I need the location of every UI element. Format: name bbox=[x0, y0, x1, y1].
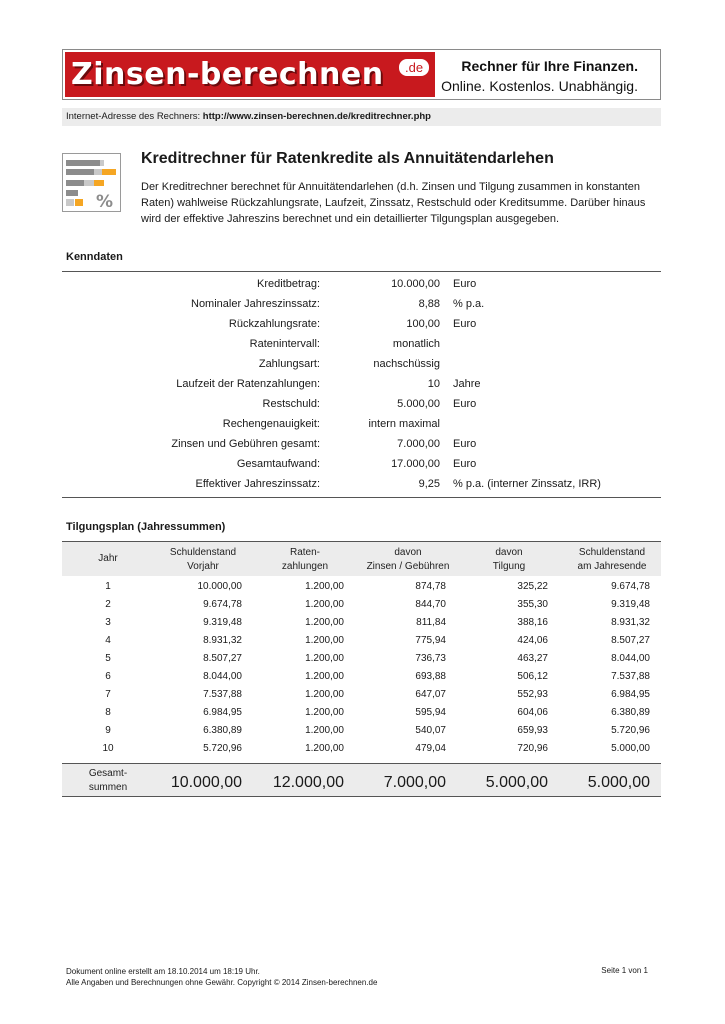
tilgungsplan-header-row bbox=[62, 541, 661, 576]
table-cell: 6.380,89 bbox=[203, 725, 242, 736]
kenndaten-row bbox=[62, 418, 661, 438]
table-cell: 3 bbox=[105, 617, 111, 628]
total-tilgung: 5.000,00 bbox=[485, 774, 548, 791]
table-row bbox=[62, 707, 661, 725]
table-cell: 10.000,00 bbox=[197, 581, 242, 592]
kenndaten-row bbox=[62, 318, 661, 338]
total-schuldenstand-ende: 5.000,00 bbox=[587, 774, 650, 791]
table-cell: 8.044,00 bbox=[611, 653, 650, 664]
kenndaten-value: 5.000,00 bbox=[397, 398, 440, 410]
total-schuldenstand-vorjahr: 10.000,00 bbox=[170, 774, 242, 791]
kenndaten-label: Ratenintervall: bbox=[249, 338, 320, 350]
kenndaten-row bbox=[62, 458, 661, 478]
chart-percent-icon bbox=[62, 153, 121, 212]
table-cell: 506,12 bbox=[517, 671, 548, 682]
kenndaten-unit: % p.a. (interner Zinssatz, IRR) bbox=[453, 478, 601, 490]
table-cell: 8.044,00 bbox=[203, 671, 242, 682]
table-cell: 1.200,00 bbox=[305, 725, 344, 736]
kenndaten-row bbox=[62, 358, 661, 378]
table-cell: 6.984,95 bbox=[611, 689, 650, 700]
kenndaten-row bbox=[62, 398, 661, 418]
table-cell: 8 bbox=[105, 707, 111, 718]
kenndaten-label: Effektiver Jahreszinssatz: bbox=[195, 478, 320, 490]
kenndaten-value: 8,88 bbox=[418, 298, 440, 310]
kenndaten-value: 9,25 bbox=[418, 478, 440, 490]
tagline-secondary: Online. Kostenlos. Unabhängig. bbox=[441, 78, 638, 94]
kenndaten-unit: Jahre bbox=[453, 378, 481, 390]
kenndaten-label: Nominaler Jahreszinssatz: bbox=[191, 298, 320, 310]
kenndaten-heading: Kenndaten bbox=[66, 251, 123, 263]
svg-text:%: % bbox=[96, 192, 114, 211]
kenndaten-value: 7.000,00 bbox=[397, 438, 440, 450]
tilgungsplan-totals-row bbox=[62, 763, 661, 797]
table-cell: 647,07 bbox=[415, 689, 446, 700]
table-cell: 5.000,00 bbox=[611, 743, 650, 754]
table-row bbox=[62, 725, 661, 743]
kenndaten-value: 17.000,00 bbox=[391, 458, 440, 470]
table-cell: 325,22 bbox=[517, 581, 548, 592]
kenndaten-row bbox=[62, 278, 661, 298]
kenndaten-unit: Euro bbox=[453, 458, 477, 470]
table-cell: 8.507,27 bbox=[203, 653, 242, 664]
col-header-tilgung: davon Tilgung bbox=[492, 547, 526, 572]
intro-text: Der Kreditrechner berechnet für Annuitätendarlehen (d.h. Zinsen und Tilgung zusammen in konstanten Raten) wahlweise Rückzahlungsrate, Laufzeit, Zinssatz, Restschuld oder Kreditsumme. Darüber hinaus wird der effektive Jahreszins berechnet und ein detaillierter Tilgungsplan ausgegeben. bbox=[141, 181, 646, 225]
table-cell: 10 bbox=[102, 743, 114, 754]
table-cell: 463,27 bbox=[517, 653, 548, 664]
table-cell: 5.720,96 bbox=[203, 743, 242, 754]
table-cell: 9.319,48 bbox=[203, 617, 242, 628]
kenndaten-value: 10.000,00 bbox=[391, 278, 440, 290]
kenndaten-unit: Euro bbox=[453, 438, 477, 450]
table-cell: 1 bbox=[105, 581, 111, 592]
kenndaten-row bbox=[62, 338, 661, 358]
table-cell: 5.720,96 bbox=[611, 725, 650, 736]
kenndaten-value: monatlich bbox=[392, 338, 440, 350]
footer-created: Dokument online erstellt am 18.10.2014 um 18:19 Uhr. bbox=[66, 967, 260, 976]
table-cell: 1.200,00 bbox=[305, 581, 344, 592]
table-cell: 1.200,00 bbox=[305, 635, 344, 646]
site-logo bbox=[65, 52, 435, 97]
table-cell: 9.674,78 bbox=[611, 581, 650, 592]
table-cell: 2 bbox=[105, 599, 111, 610]
url-label: Internet-Adresse des Rechners: bbox=[66, 111, 201, 122]
table-cell: 1.200,00 bbox=[305, 653, 344, 664]
table-cell: 5 bbox=[105, 653, 111, 664]
table-cell: 355,30 bbox=[517, 599, 548, 610]
table-row bbox=[62, 599, 661, 617]
calculator-url[interactable]: http://www.zinsen-berechnen.de/kreditrechner.php bbox=[202, 111, 431, 122]
table-row bbox=[62, 617, 661, 635]
table-cell: 7.537,88 bbox=[203, 689, 242, 700]
kenndaten-unit: % p.a. bbox=[453, 298, 485, 310]
table-cell: 720,96 bbox=[517, 743, 548, 754]
table-cell: 604,06 bbox=[517, 707, 548, 718]
footer-copyright: Alle Angaben und Berechnungen ohne Gewähr. Copyright © 2014 Zinsen-berechnen.de bbox=[66, 978, 378, 987]
logo-domain-badge: .de bbox=[397, 57, 431, 78]
table-cell: 775,94 bbox=[415, 635, 446, 646]
kenndaten-label: Kreditbetrag: bbox=[257, 278, 320, 290]
table-cell: 659,93 bbox=[517, 725, 548, 736]
table-cell: 7 bbox=[105, 689, 111, 700]
kenndaten-unit: Euro bbox=[453, 398, 477, 410]
total-ratenzahlungen: 12.000,00 bbox=[272, 774, 344, 791]
table-cell: 8.931,32 bbox=[203, 635, 242, 646]
kenndaten-row bbox=[62, 298, 661, 318]
kenndaten-value: 100,00 bbox=[406, 318, 440, 330]
table-cell: 388,16 bbox=[517, 617, 548, 628]
table-cell: 1.200,00 bbox=[305, 617, 344, 628]
kenndaten-label: Laufzeit der Ratenzahlungen: bbox=[176, 378, 320, 390]
table-cell: 595,94 bbox=[415, 707, 446, 718]
table-cell: 8.931,32 bbox=[611, 617, 650, 628]
table-cell: 1.200,00 bbox=[305, 689, 344, 700]
table-cell: 693,88 bbox=[415, 671, 446, 682]
kenndaten-label: Zahlungsart: bbox=[258, 358, 320, 370]
tagline-primary: Rechner für Ihre Finanzen. bbox=[461, 58, 638, 74]
table-row bbox=[62, 671, 661, 689]
kenndaten-value: nachschüssig bbox=[373, 358, 440, 370]
table-cell: 7.537,88 bbox=[611, 671, 650, 682]
page-number: Seite 1 von 1 bbox=[601, 966, 648, 975]
calculator-url-bar bbox=[62, 108, 661, 126]
kenndaten-bottom-rule bbox=[62, 497, 661, 498]
table-cell: 1.200,00 bbox=[305, 599, 344, 610]
table-cell: 6 bbox=[105, 671, 111, 682]
kenndaten-label: Restschuld: bbox=[262, 398, 320, 410]
table-cell: 736,73 bbox=[415, 653, 446, 664]
page-title: Kreditrechner für Ratenkredite als Annuitätendarlehen bbox=[141, 150, 554, 167]
page-header bbox=[62, 49, 661, 100]
table-cell: 874,78 bbox=[415, 581, 446, 592]
table-cell: 1.200,00 bbox=[305, 671, 344, 682]
table-cell: 6.380,89 bbox=[611, 707, 650, 718]
kenndaten-row bbox=[62, 478, 661, 498]
table-row bbox=[62, 581, 661, 599]
table-cell: 424,06 bbox=[517, 635, 548, 646]
kenndaten-label: Zinsen und Gebühren gesamt: bbox=[171, 438, 320, 450]
kenndaten-unit: Euro bbox=[453, 318, 477, 330]
table-cell: 552,93 bbox=[517, 689, 548, 700]
kenndaten-label: Gesamtaufwand: bbox=[236, 458, 320, 470]
table-cell: 1.200,00 bbox=[305, 743, 344, 754]
kenndaten-label: Rückzahlungsrate: bbox=[228, 318, 320, 330]
totals-label: Gesamt- summen bbox=[88, 768, 128, 793]
col-header-schuldenstand-vorjahr: Schuldenstand Vorjahr bbox=[169, 547, 237, 572]
table-cell: 6.984,95 bbox=[203, 707, 242, 718]
kenndaten-label: Rechengenauigkeit: bbox=[222, 418, 320, 430]
logo-text: Zinsen-berechnen bbox=[71, 57, 384, 92]
table-row bbox=[62, 635, 661, 653]
total-zinsen: 7.000,00 bbox=[383, 774, 446, 791]
table-row bbox=[62, 689, 661, 707]
kenndaten-row bbox=[62, 378, 661, 398]
table-cell: 844,70 bbox=[415, 599, 446, 610]
kenndaten-value: intern maximal bbox=[368, 418, 440, 430]
table-cell: 479,04 bbox=[415, 743, 446, 754]
kenndaten-unit: Euro bbox=[453, 278, 477, 290]
col-header-jahr: Jahr bbox=[98, 553, 118, 564]
kenndaten-value: 10 bbox=[427, 378, 440, 390]
kenndaten-top-rule bbox=[62, 271, 661, 272]
table-cell: 9.674,78 bbox=[203, 599, 242, 610]
table-cell: 9.319,48 bbox=[611, 599, 650, 610]
page-footer bbox=[66, 966, 377, 988]
table-row bbox=[62, 653, 661, 671]
table-cell: 8.507,27 bbox=[611, 635, 650, 646]
col-header-ratenzahlungen: Raten- zahlungen bbox=[281, 547, 329, 572]
col-header-schuldenstand-ende: Schuldenstand am Jahresende bbox=[577, 547, 647, 572]
table-cell: 1.200,00 bbox=[305, 707, 344, 718]
table-row bbox=[62, 743, 661, 761]
kenndaten-row bbox=[62, 438, 661, 458]
col-header-zinsen: davon Zinsen / Gebühren bbox=[366, 547, 450, 572]
table-cell: 9 bbox=[105, 725, 111, 736]
table-cell: 540,07 bbox=[415, 725, 446, 736]
table-cell: 811,84 bbox=[416, 617, 446, 628]
table-cell: 4 bbox=[105, 635, 111, 646]
tilgungsplan-heading: Tilgungsplan (Jahressummen) bbox=[66, 521, 226, 533]
